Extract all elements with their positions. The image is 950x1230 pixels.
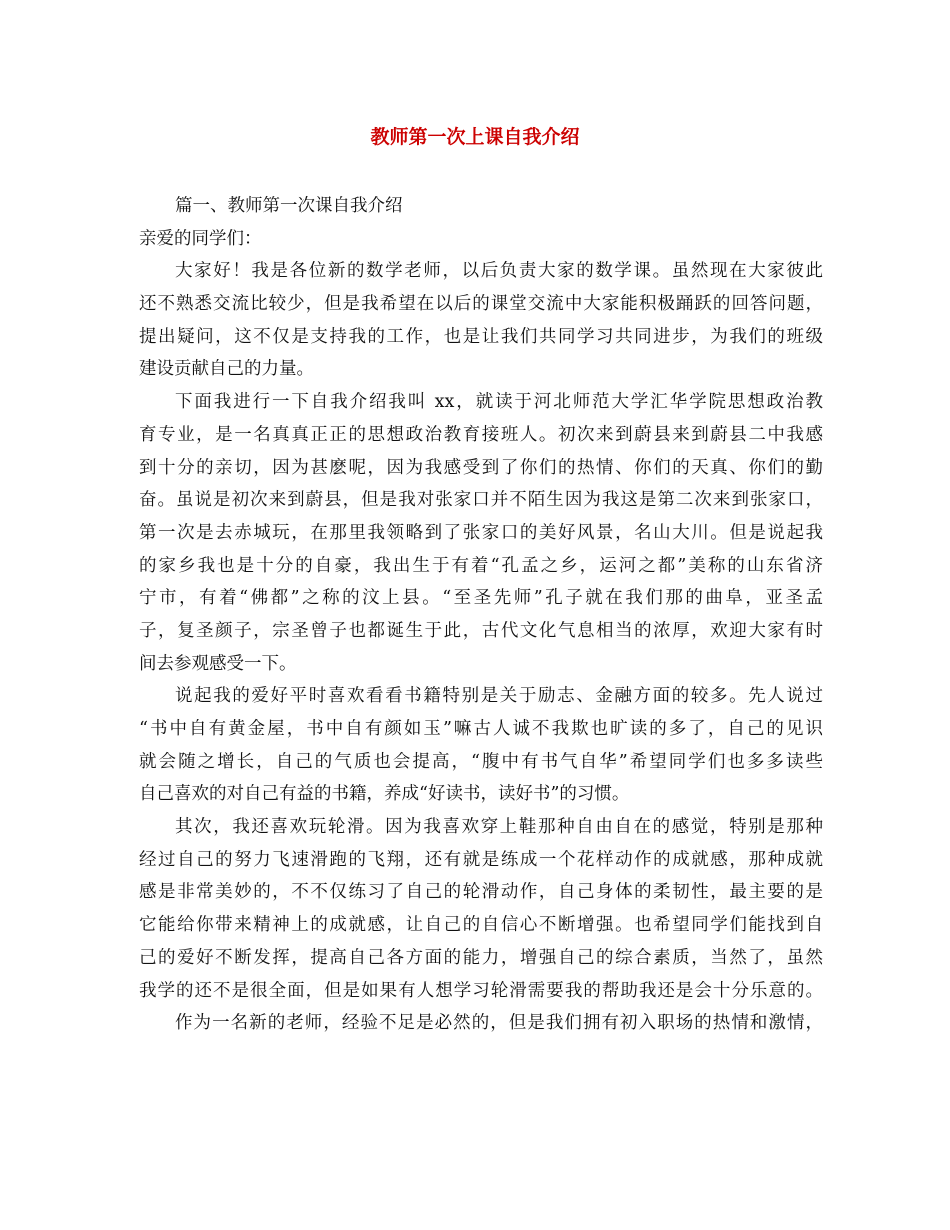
paragraph-line: 己的爱好不断发挥，提高自己各方面的能力，增强自己的综合素质，当然了，虽然 xyxy=(139,947,823,968)
document-title: 教师第一次上课自我介绍 xyxy=(370,126,580,148)
paragraph-line: 的家乡我也是十分的自豪，我出生于有着“孔孟之乡，运河之都”美称的山东省济 xyxy=(139,555,823,576)
paragraph-line: 大家好！我是各位新的数学老师，以后负责大家的数学课。虽然现在大家彼此 xyxy=(175,261,823,282)
document-body xyxy=(139,190,823,1040)
paragraph-line: 其次，我还喜欢玩轮滑。因为我喜欢穿上鞋那种自由自在的感觉，特别是那种 xyxy=(175,817,823,838)
paragraph-line: 感是非常美妙的，不不仅练习了自己的轮滑动作，自己身体的柔韧性，最主要的是 xyxy=(139,882,823,903)
paragraph-line: 下面我进行一下自我介绍我叫 xx，就读于河北师范大学汇华学院思想政治教 xyxy=(175,392,823,413)
paragraph-line: 建设贡献自己的力量。 xyxy=(139,359,314,380)
paragraph-line: “书中自有黄金屋，书中自有颜如玉”嘛古人诚不我欺也旷读的多了，自己的见识 xyxy=(139,719,823,739)
paragraph-line: 还不熟悉交流比较少，但是我希望在以后的课堂交流中大家能积极踊跃的回答问题， xyxy=(139,294,823,315)
paragraph-line: 间去参观感受一下。 xyxy=(139,653,297,674)
paragraph-line: 我学的还不是很全面，但是如果有人想学习轮滑需要我的帮助我还是会十分乐意的。 xyxy=(139,980,823,1001)
paragraph-line: 子，复圣颜子，宗圣曾子也都诞生于此，古代文化气息相当的浓厚，欢迎大家有时 xyxy=(139,620,823,641)
paragraph-line: 奋。虽说是初次来到蔚县，但是我对张家口并不陌生因为我这是第二次来到张家口， xyxy=(139,490,823,511)
paragraph-line: 说起我的爱好平时喜欢看看书籍特别是关于励志、金融方面的较多。先人说过 xyxy=(175,686,823,707)
salutation: 亲爱的同学们： xyxy=(139,228,262,249)
paragraph-line: 到十分的亲切，因为甚麽呢，因为我感受到了你们的热情、你们的天真、你们的勤 xyxy=(139,457,823,478)
paragraph-line: 宁市，有着“佛都”之称的汶上县。“至圣先师”孔子就在我们那的曲阜，亚圣孟 xyxy=(139,588,823,609)
paragraph-line: 第一次是去赤城玩，在那里我领略到了张家口的美好风景，名山大川。但是说起我 xyxy=(139,522,823,543)
paragraph-line: 提出疑问，这不仅是支持我的工作，也是让我们共同学习共同进步，为我们的班级 xyxy=(139,326,823,347)
paragraph-line: 育专业，是一名真真正正的思想政治教育接班人。初次来到蔚县来到蔚县二中我感 xyxy=(139,424,823,445)
section-heading: 篇一、教师第一次课自我介绍 xyxy=(175,196,403,216)
paragraph-line: 经过自己的努力飞速滑跑的飞翔，还有就是练成一个花样动作的成就感，那种成就 xyxy=(139,849,823,870)
paragraph-line: 作为一名新的老师，经验不足是必然的，但是我们拥有初入职场的热情和激情， xyxy=(175,1013,823,1034)
paragraph-line: 它能给你带来精神上的成就感，让自己的自信心不断增强。也希望同学们能找到自 xyxy=(139,915,823,936)
paragraph-line: 自己喜欢的对自己有益的书籍，养成“好读书，读好书”的习惯。 xyxy=(139,784,630,805)
paragraph-line: 就会随之增长，自己的气质也会提高，“腹中有书气自华”希望同学们也多多读些 xyxy=(139,751,823,772)
